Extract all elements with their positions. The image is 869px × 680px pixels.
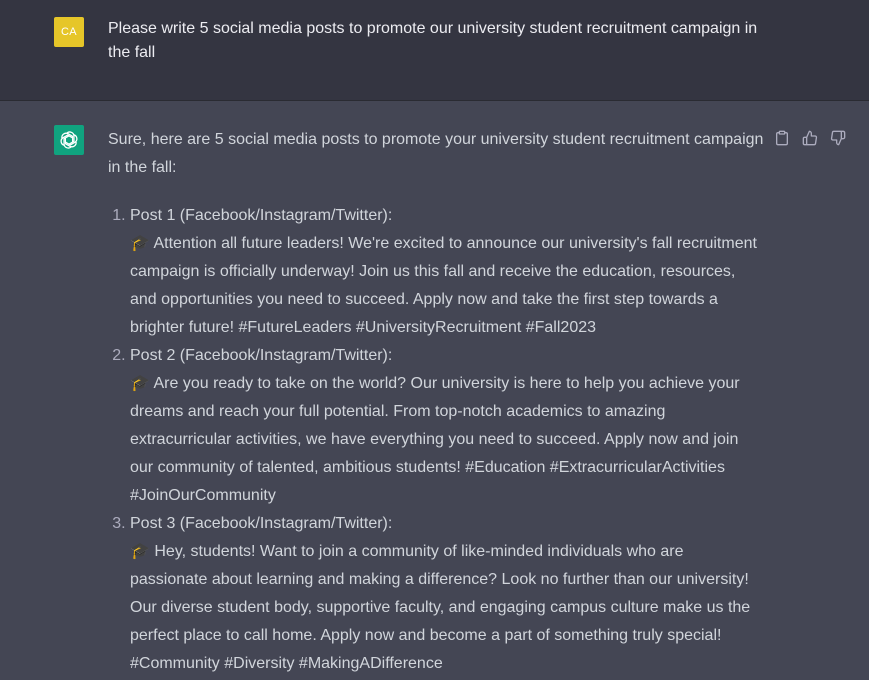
thumbs-up-icon [802, 130, 818, 146]
copy-icon [774, 130, 790, 146]
openai-logo-icon [58, 129, 80, 151]
message-actions [773, 129, 847, 147]
copy-button[interactable] [773, 129, 791, 147]
post-body: 🎓 Attention all future leaders! We're excited to announce our university's fall recruitment campaign is officially underway! Join us this fall and receive the education, resources, and opportunities you need to succeed. Apply now and take the first step towards a brighter future! #FutureLeaders #UniversityRecruitment #Fall2023 [130, 235, 757, 336]
posts-list [108, 202, 764, 678]
thumbs-up-button[interactable] [801, 129, 819, 147]
assistant-avatar [54, 125, 84, 155]
user-message-text: Please write 5 social media posts to promote our university student recruitment campaign in the fall [108, 20, 758, 61]
list-item [130, 342, 764, 510]
post-title: 1. Post 1 (Facebook/Instagram/Twitter): [130, 207, 393, 224]
list-item [130, 510, 764, 678]
user-message-row [0, 0, 869, 101]
list-item [130, 202, 764, 342]
post-title: 3. Post 3 (Facebook/Instagram/Twitter): [130, 515, 393, 532]
post-body: 🎓 Hey, students! Want to join a community of like-minded individuals who are passionate about learning and making a difference? Look no further than our university! Our diverse student body, supportive faculty, and engaging campus culture make us the perfect place to call home. Apply now and become a part of something truly special! #Community #Diversity #MakingADifference [130, 543, 751, 672]
post-title: 2. Post 2 (Facebook/Instagram/Twitter): [130, 347, 393, 364]
assistant-message-content [108, 126, 764, 678]
post-body: 🎓 Are you ready to take on the world? Our university is here to help you achieve your dreams and reach your full potential. From top-notch academics to amazing extracurricular activities, we have everything you need to succeed. Apply now and join our community of talented, ambitious students! #Education #ExtracurricularActivities #JoinOurCommunity [130, 375, 740, 504]
thumbs-down-icon [830, 130, 846, 146]
user-avatar: CA [54, 17, 84, 47]
thumbs-down-button[interactable] [829, 129, 847, 147]
assistant-message-row [0, 101, 869, 680]
assistant-intro: Sure, here are 5 social media posts to promote your university student recruitment campaign in the fall: [108, 131, 764, 176]
